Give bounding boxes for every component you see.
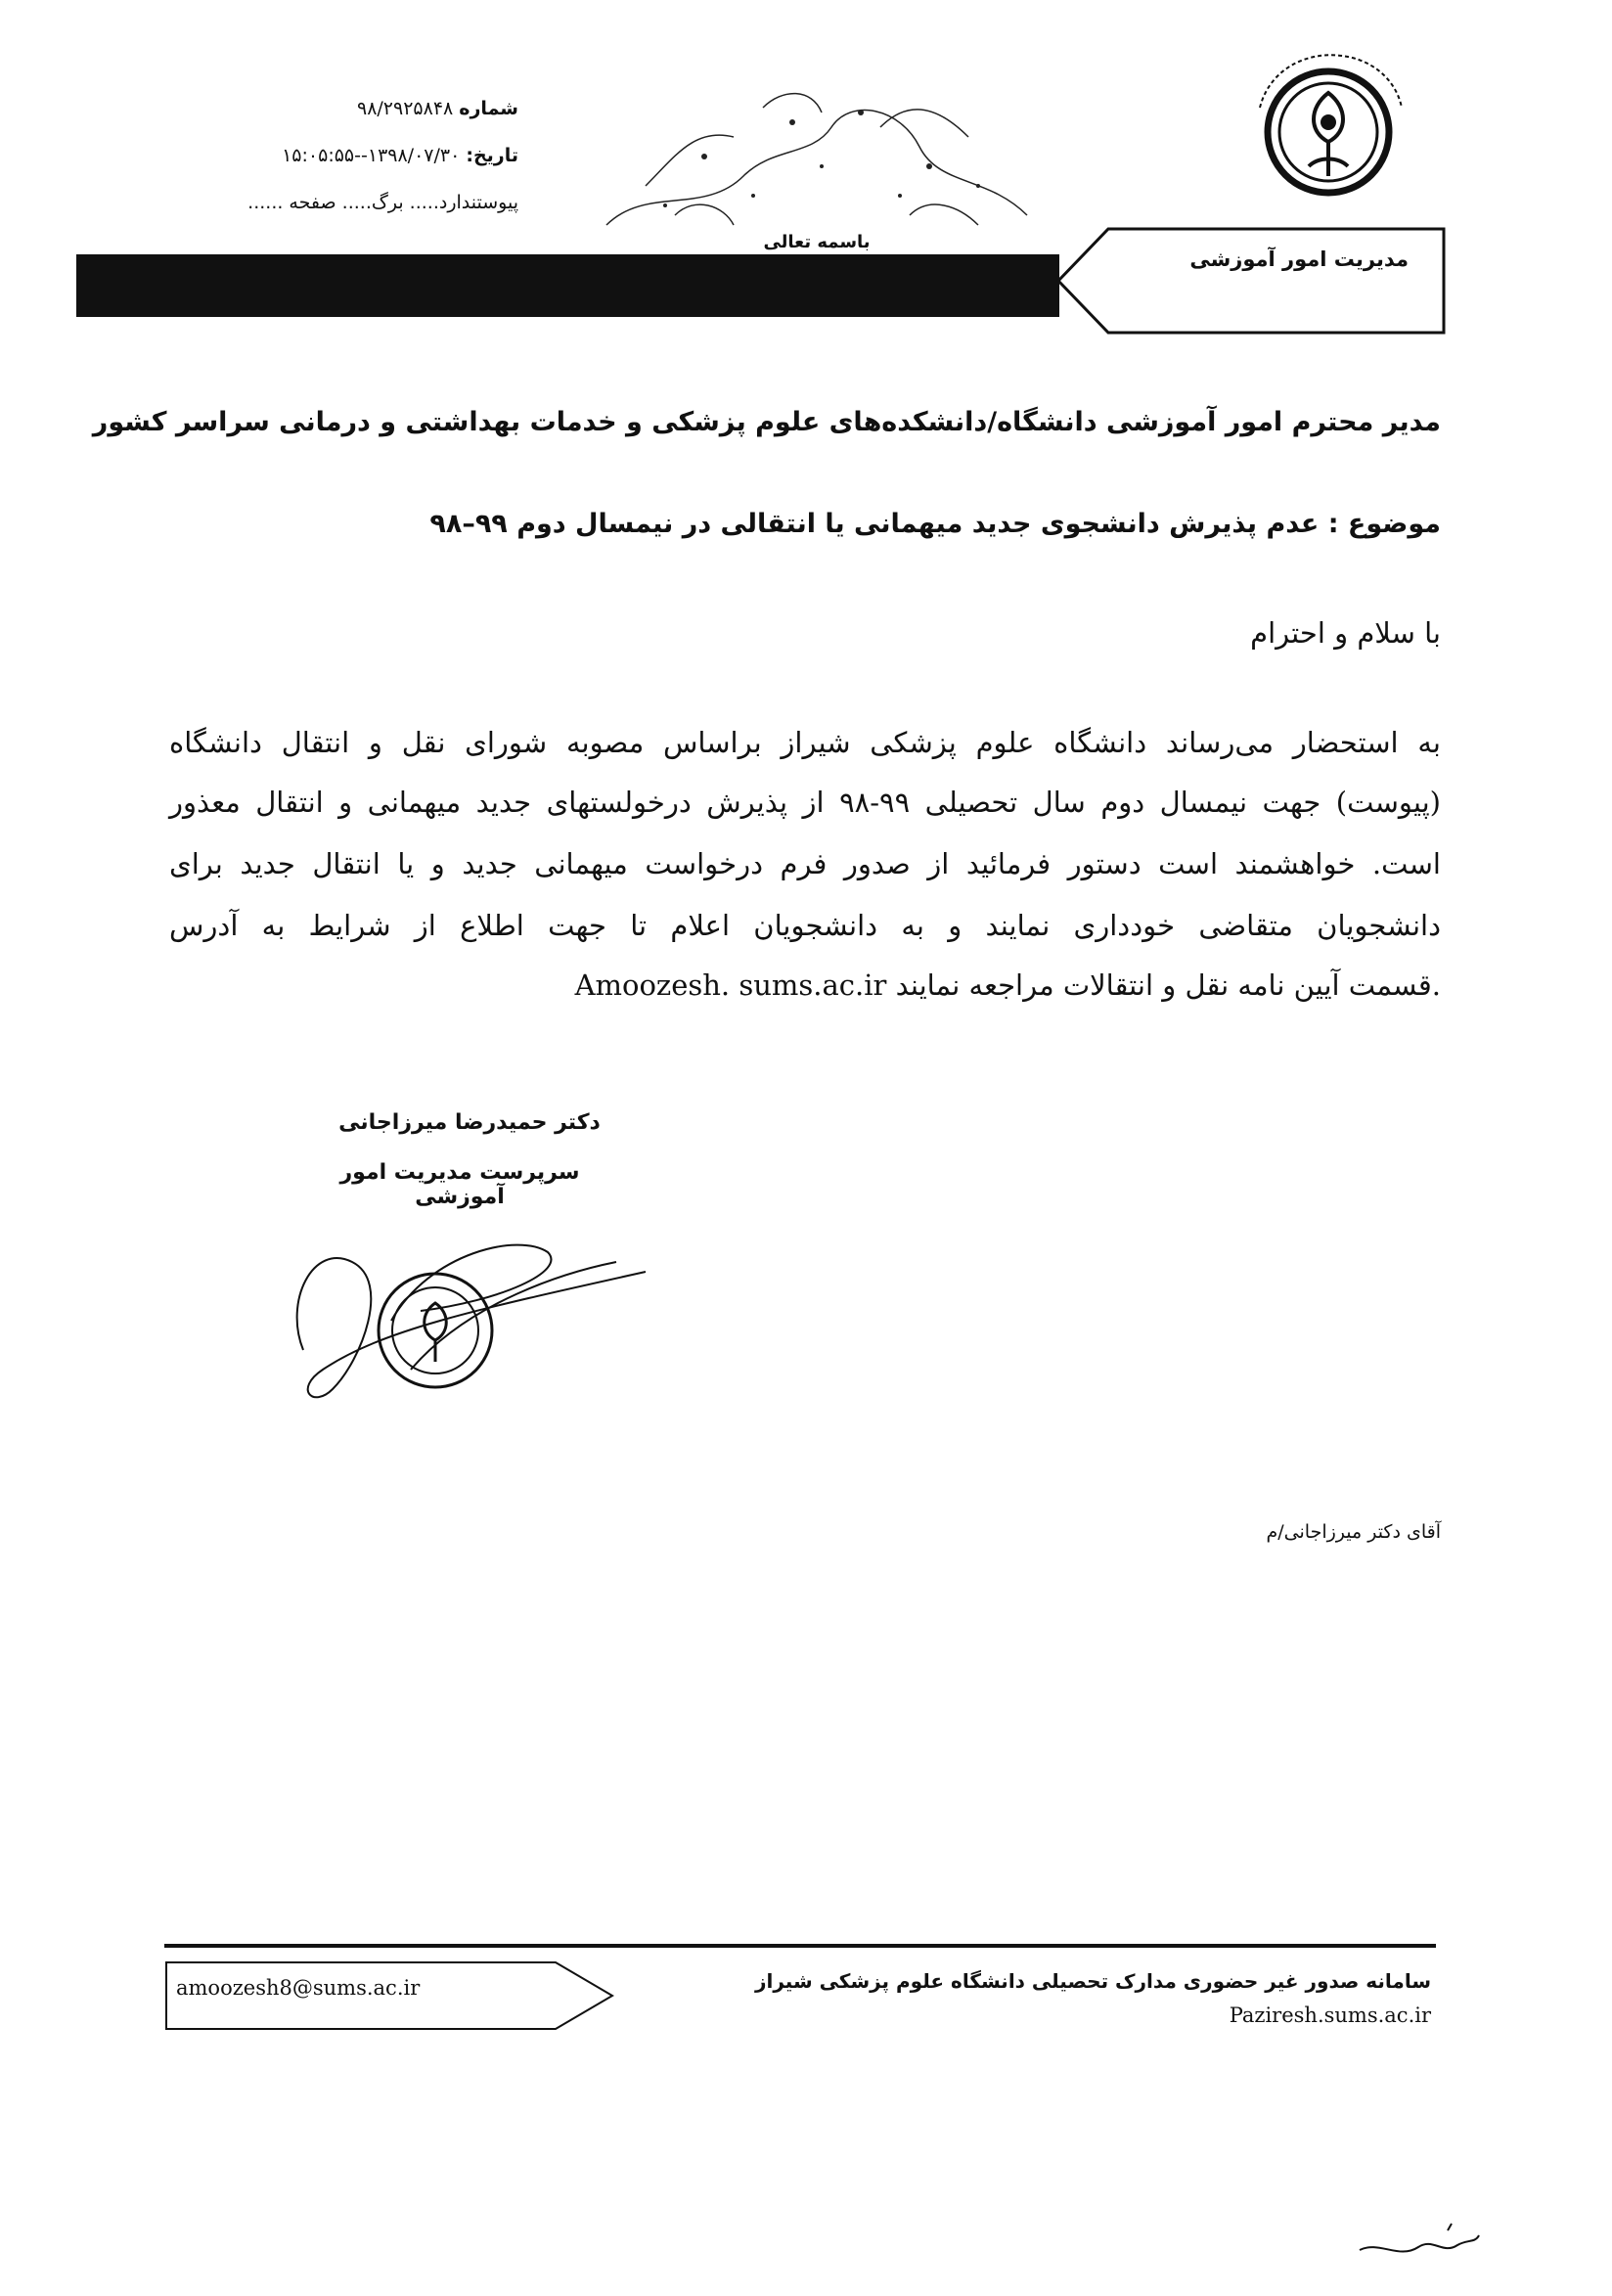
subject-line: موضوع : عدم پذیرش دانشجوی جدید میهمانی یا انتقالی در نیمسال دوم ۹۹–۹۸: [429, 509, 1441, 539]
basmeh-heading: باسمه تعالی: [763, 232, 871, 252]
cc-line: آقای دکتر میرزاجانی/م: [1266, 1521, 1441, 1543]
letter-number-value: ۹۸/۲۹۲۵۸۴۸: [356, 98, 454, 119]
body-line: Amoozesh. sums.ac.ir قسمت آیین نامه نقل و انتقالات مراجعه نمایند.: [574, 968, 1441, 1002]
letter-number-label: شماره: [459, 98, 518, 119]
letter-number-line: [147, 98, 518, 119]
header-band: [76, 254, 1059, 317]
greeting: با سلام و احترام: [1250, 616, 1441, 650]
letter-date-line: [147, 145, 518, 166]
footer-email: amoozesh8@sums.ac.ir: [176, 1976, 421, 2000]
letter-date-value: ۱۳۹۸/۰۷/۳۰--۱۵:۰۵:۵۵: [282, 145, 461, 166]
university-emblem-logo: [1240, 39, 1416, 215]
footer-website: Paziresh.sums.ac.ir: [1229, 2003, 1431, 2027]
body-line: به استحضار می‌رساند دانشگاه علوم پزشکی شیراز براساس مصوبه شورای نقل و انتقال دانشگاه: [169, 726, 1441, 759]
department-tab-frame: [1054, 227, 1446, 335]
attachment-line: پیوستندارد..... برگ..... صفحه ......: [247, 192, 518, 213]
department-label: مدیریت امور آموزشی: [1189, 248, 1409, 271]
letter-date-label: تاریخ:: [466, 145, 518, 166]
signature-and-stamp: [274, 1193, 665, 1428]
addressee: مدیر محترم امور آموزشی دانشگاه/دانشکده‌های علوم پزشکی و خدمات بهداشتی و درمانی سراسر کشور: [92, 407, 1441, 437]
handwritten-note: [1350, 2216, 1487, 2274]
footer-system-title: سامانه صدور غیر حضوری مدارک تحصیلی دانشگاه علوم پزشکی شیراز: [754, 1969, 1431, 1993]
body-line: است. خواهشمند است دستور فرمائید از صدور فرم درخواست میهمانی جدید و یا انتقال جدید برای: [169, 847, 1441, 880]
footer-rule: [164, 1944, 1436, 1948]
signatory-name: دکتر حمیدرضا میرزاجانی: [338, 1110, 601, 1135]
ornamental-header-decoration: [587, 68, 1047, 254]
body-line: دانشجویان متقاضی خودداری نمایند و به دانشجویان اعلام تا جهت اطلاع از شرایط به آدرس: [169, 909, 1441, 942]
body-line: (پیوست) جهت نیمسال دوم سال تحصیلی ۹۹-۹۸ از پذیرش درخولستهای جدید میهمانی و انتقال معذور: [169, 786, 1441, 819]
signatory-title: سرپرست مدیریت امور آموزشی: [339, 1160, 580, 1209]
